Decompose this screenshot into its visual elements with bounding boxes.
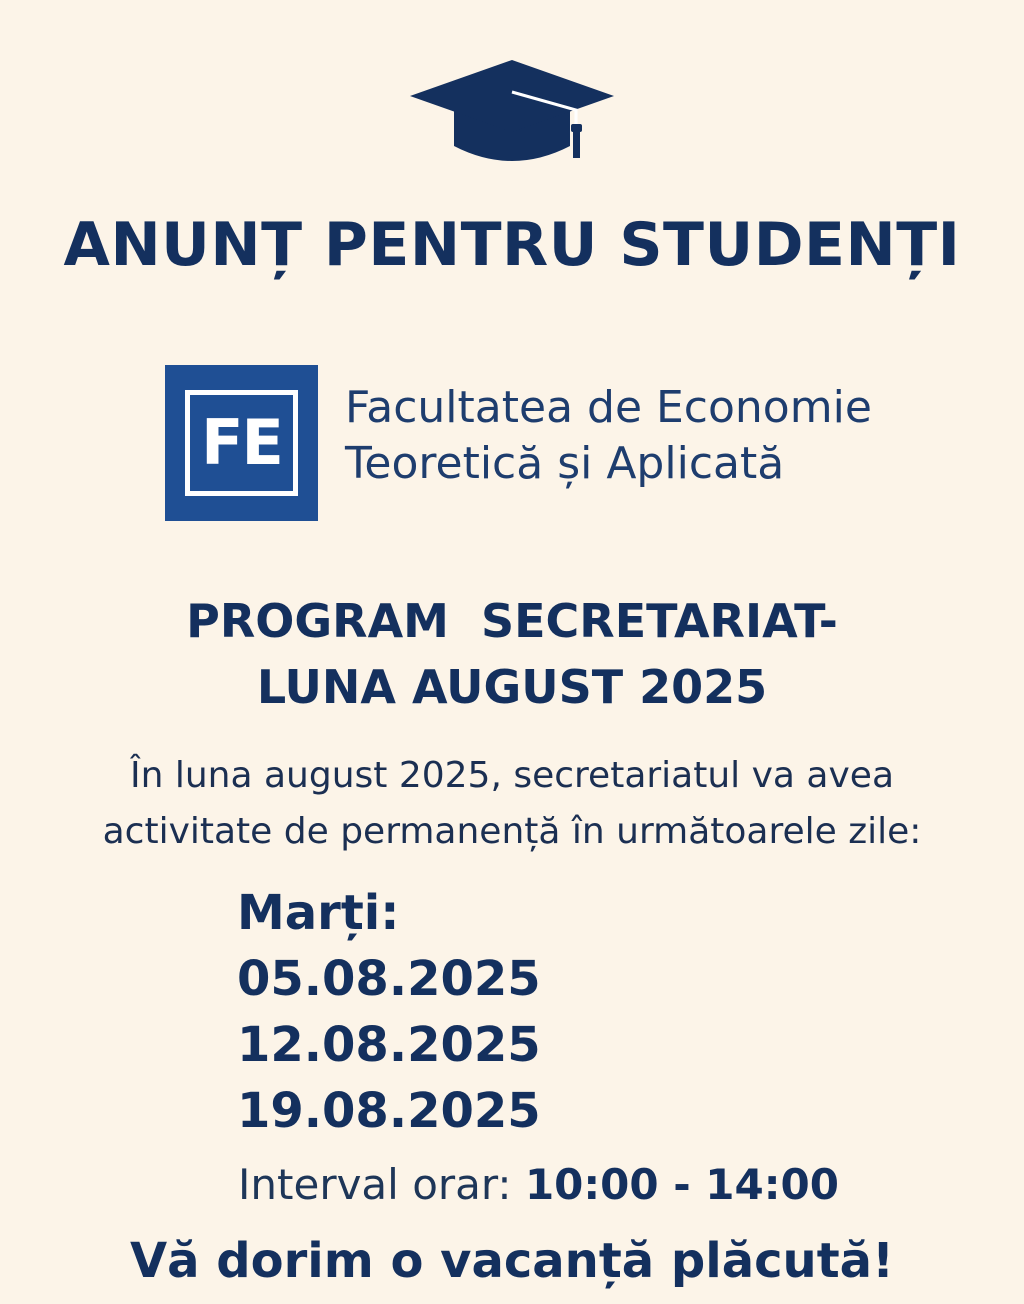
program-heading-line-2: LUNA AUGUST 2025 <box>256 660 768 714</box>
closing-message: Vă dorim o vacanță plăcută! <box>130 1233 894 1289</box>
graduation-cap-icon <box>408 58 616 166</box>
schedule-date: 05.08.2025 <box>237 951 541 1007</box>
intro-line-2: activitate de permanență în următoarele zile: <box>102 811 922 852</box>
intro-text <box>0 748 1024 860</box>
faculty-name-line-2: Teoretică și Aplicată <box>345 438 785 489</box>
logo-text: FE <box>201 406 282 479</box>
logo-frame <box>185 390 298 496</box>
schedule-date: 12.08.2025 <box>237 1017 541 1073</box>
faculty-logo <box>165 365 318 521</box>
schedule-day: Marți: <box>237 885 400 941</box>
intro-line-1: În luna august 2025, secretariatul va avea <box>129 755 895 796</box>
program-heading <box>0 588 1024 720</box>
schedule-date: 19.08.2025 <box>237 1083 541 1139</box>
interval-value: 10:00 - 14:00 <box>524 1160 839 1209</box>
schedule-list <box>237 880 541 1144</box>
faculty-name-line-1: Facultatea de Economie <box>345 382 872 433</box>
time-interval <box>238 1157 839 1213</box>
program-heading-line-1: PROGRAM SECRETARIAT- <box>186 594 838 648</box>
faculty-name <box>345 380 872 492</box>
page-title: ANUNȚ PENTRU STUDENȚI <box>63 210 961 280</box>
interval-label: Interval orar: <box>238 1160 512 1209</box>
